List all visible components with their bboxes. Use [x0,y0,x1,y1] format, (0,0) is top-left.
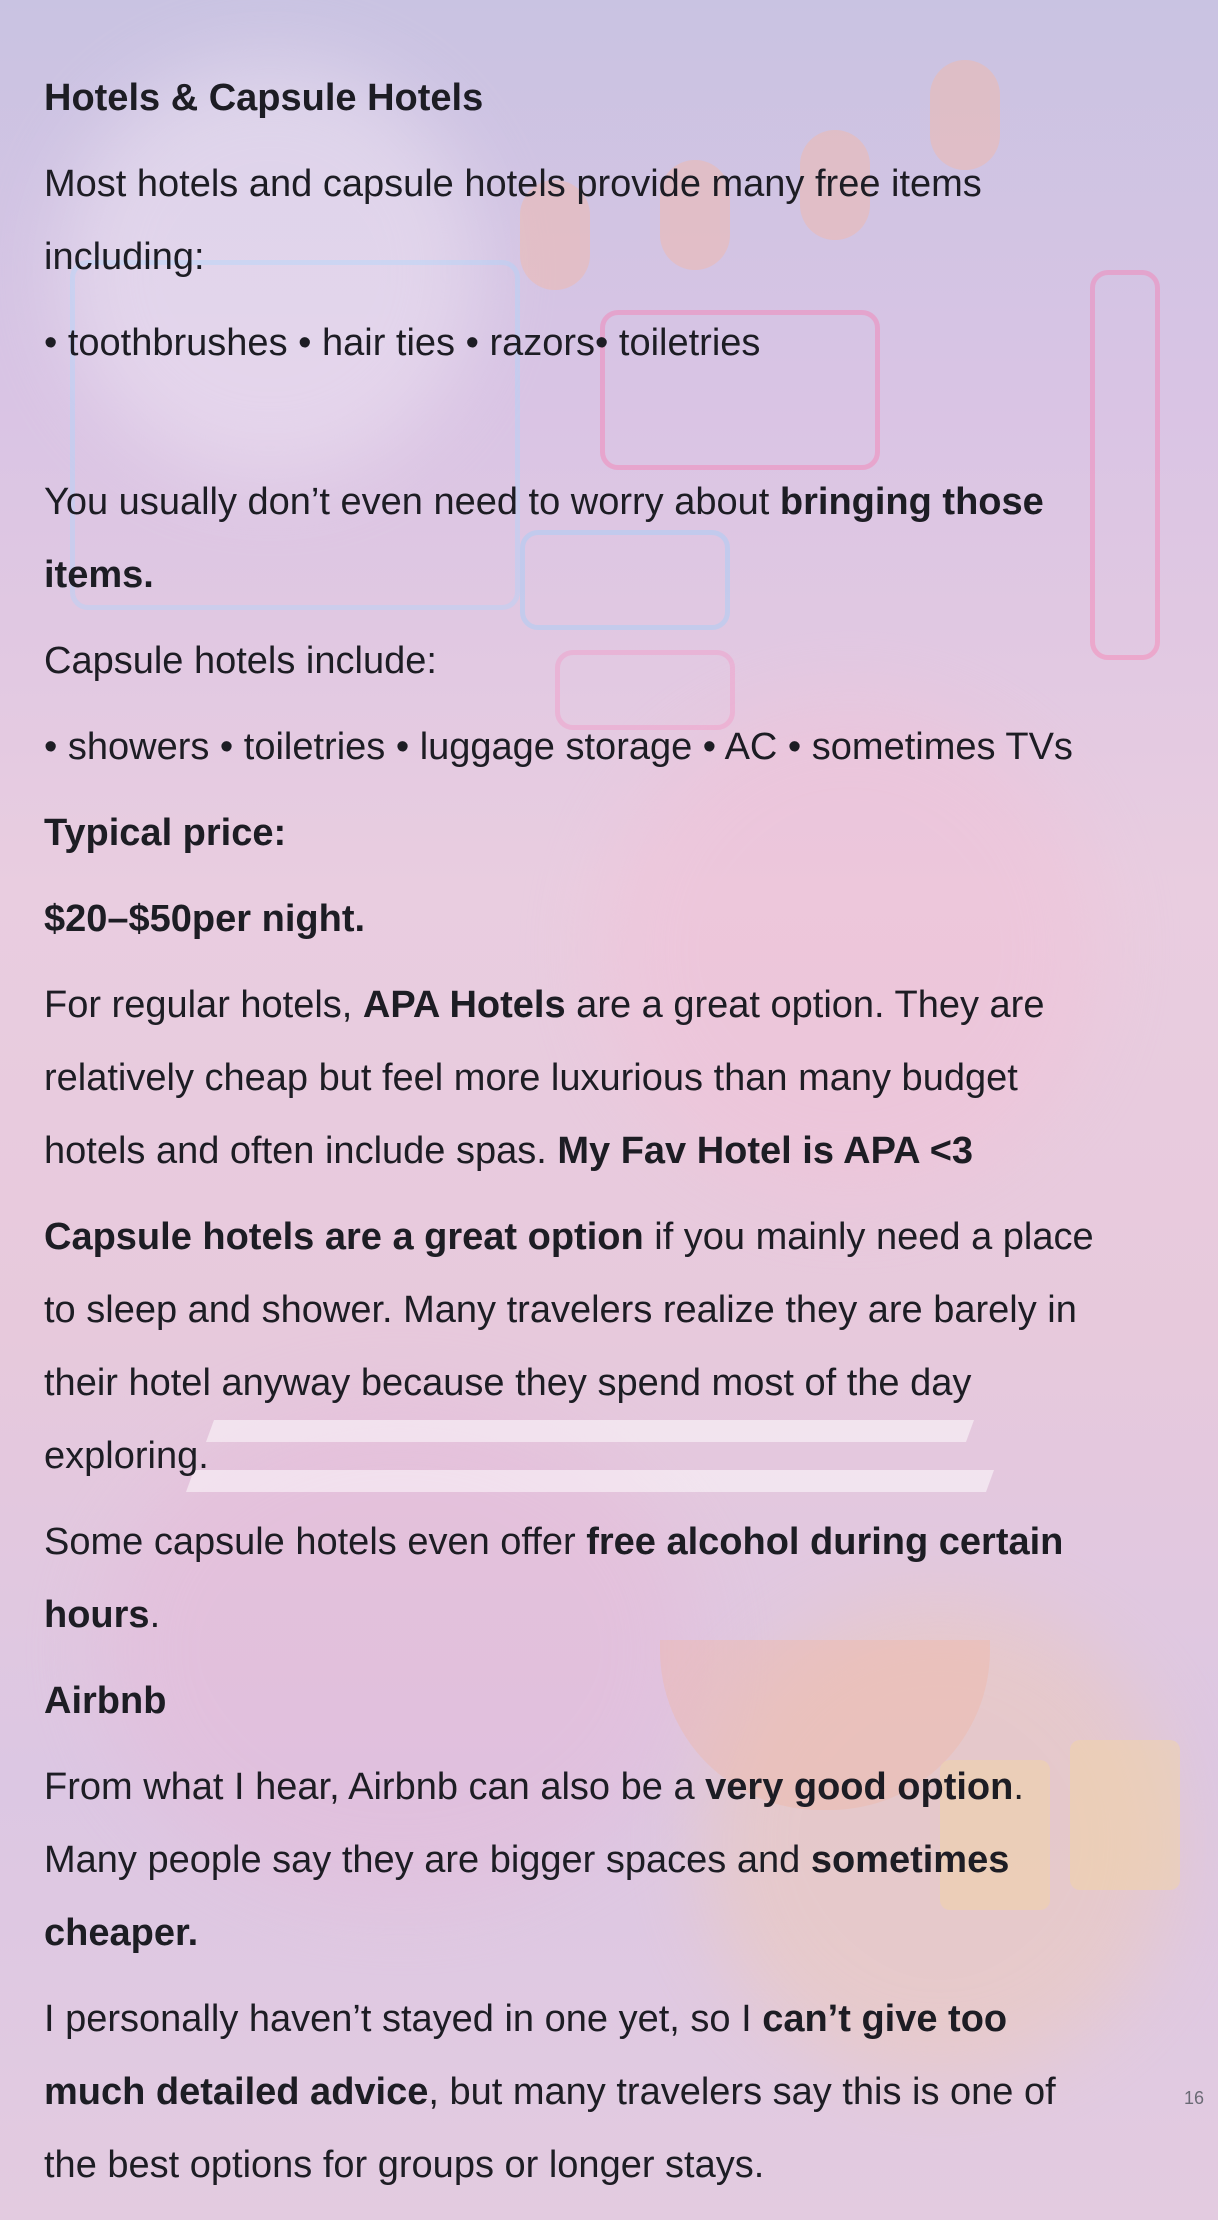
page-number: 16 [1183,2088,1204,2108]
capsule-include-label: Capsule hotels include: [44,640,437,682]
airbnb-paragraph-line: cheaper. [44,1912,199,1954]
apa-paragraph-line: For regular hotels, APA Hotels are a great option. They are [44,984,1045,1026]
free-items-list: • toothbrushes • hair ties • razors• toiletries [44,322,761,364]
section-heading-hotels: Hotels & Capsule Hotels [44,77,484,119]
personal-paragraph-line: much detailed advice, but many travelers say this is one of [44,2071,1056,2113]
capsule-paragraph-line: Capsule hotels are a great option if you mainly need a place [44,1216,1094,1258]
airbnb-paragraph-line: From what I hear, Airbnb can also be a very good option. [44,1766,1024,1808]
airbnb-paragraph-line: Many people say they are bigger spaces and sometimes [44,1839,1010,1881]
section-heading-airbnb: Airbnb [44,1680,167,1722]
apa-paragraph-line: relatively cheap but feel more luxurious than many budget [44,1057,1018,1099]
worry-paragraph-line: items. [44,554,154,596]
page-content [44,62,1174,2202]
intro-paragraph-line: Most hotels and capsule hotels provide many free items [44,163,982,205]
alcohol-paragraph-line: hours. [44,1594,161,1636]
personal-paragraph-line: the best options for groups or longer stays. [44,2144,765,2186]
typical-price-label: Typical price: [44,812,287,854]
worry-paragraph-line: You usually don’t even need to worry about bringing those [44,481,1044,523]
capsule-paragraph-line: to sleep and shower. Many travelers realize they are barely in [44,1289,1077,1331]
apa-paragraph-line: hotels and often include spas. My Fav Hotel is APA <3 [44,1130,974,1172]
personal-paragraph-line: I personally haven’t stayed in one yet, so I can’t give too [44,1998,1008,2040]
capsule-paragraph-line: exploring. [44,1435,209,1477]
intro-paragraph-line: including: [44,236,205,278]
alcohol-paragraph-line: Some capsule hotels even offer free alcohol during certain [44,1521,1064,1563]
capsule-paragraph-line: their hotel anyway because they spend most of the day [44,1362,972,1404]
capsule-amenities-list: • showers • toiletries • luggage storage • AC • sometimes TVs [44,726,1073,768]
typical-price-value: $20–$50per night. [44,898,366,940]
